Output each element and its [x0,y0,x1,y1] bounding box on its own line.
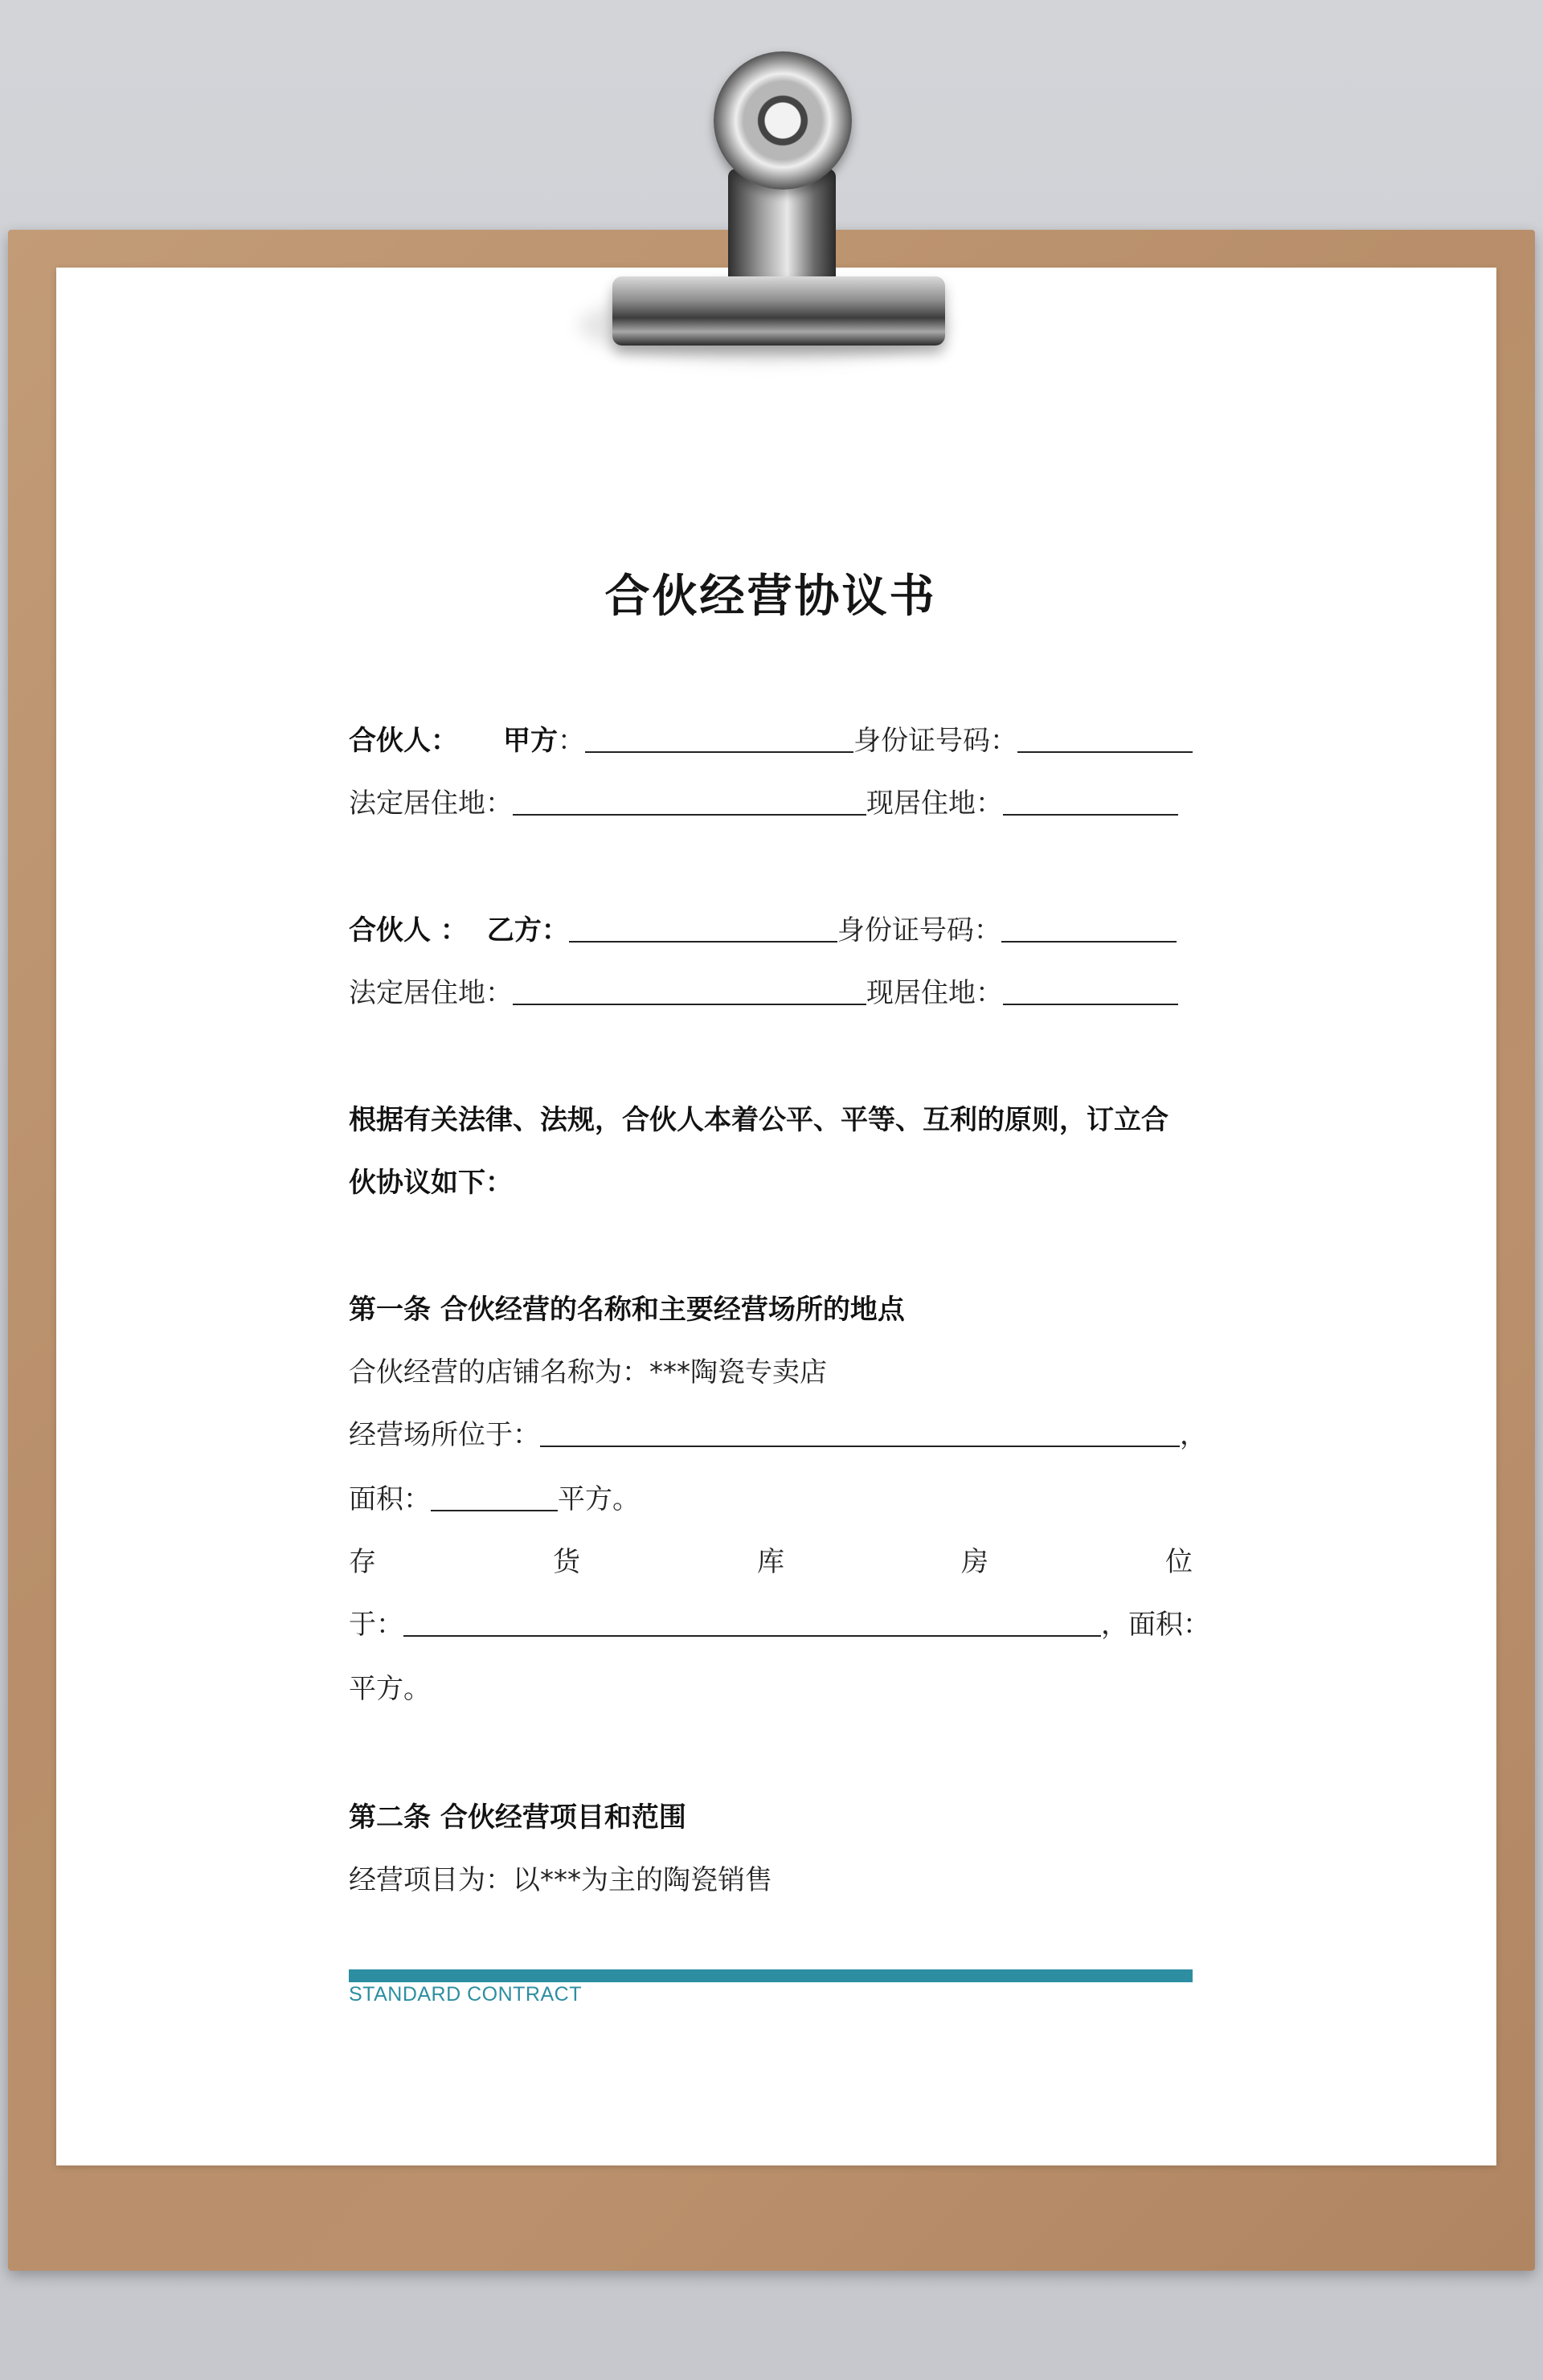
location-label: 经营场所位于： [349,1419,540,1451]
binder-clip-icon [612,276,945,346]
party-a-id-label: 身份证号码： [853,725,1017,757]
party-b-id-blank [1001,914,1177,943]
footer-label: STANDARD CONTRACT [349,1983,582,2006]
storage-char: 存 [349,1546,376,1578]
storage-blank [403,1608,1101,1637]
party-a-current-address-label: 现居住地： [866,787,1003,820]
storage-area-label: ，面积： [1101,1609,1210,1641]
party-a-line1 [349,720,1193,762]
storage-label: 于： [349,1609,403,1641]
article1-location-line [349,1414,1207,1456]
party-b-id-label: 身份证号码： [837,914,1001,947]
party-a-side-label: 甲方 [503,725,558,757]
document-title: 合伙经营协议书 [604,570,937,623]
article1-storage-line [349,1541,1193,1583]
article1-heading: 第一条 合伙经营的名称和主要经营场所的地点 [349,1294,905,1326]
party-a-colon: ： [558,725,585,757]
party-a-name-blank [585,724,853,753]
footer-rule [349,1969,1193,1982]
storage-char: 货 [553,1546,580,1578]
article2-items: 经营项目为：以***为主的陶瓷销售 [349,1864,772,1896]
party-a-legal-address-blank [513,787,866,816]
party-b-legal-address-blank [513,976,866,1005]
area-blank [431,1482,558,1511]
storage-char: 房 [961,1546,988,1578]
storage-char: 位 [1165,1546,1193,1578]
party-b-line1 [349,910,1193,951]
party-b-current-address-blank [1003,976,1178,1005]
article1-area-line [349,1478,1193,1520]
party-b-line2 [349,972,1193,1014]
party-a-partner-label: 合伙人： [349,725,458,757]
party-b-side-label: 乙方： [486,914,569,947]
storage-char: 库 [757,1546,784,1578]
party-a-line2 [349,783,1193,824]
area-label: 面积： [349,1483,431,1515]
location-end: ， [1180,1419,1207,1451]
party-a-current-address-blank [1003,787,1178,816]
article1-storage-line2 [349,1604,1210,1646]
party-b-name-blank [569,914,837,943]
preamble-line1: 根据有关法律、法规，合伙人本着公平、平等、互利的原则，订立合 [349,1104,1169,1136]
party-a-id-blank [1017,724,1193,753]
party-a-legal-address-label: 法定居住地： [349,787,513,820]
preamble-line2: 伙协议如下： [349,1167,513,1199]
article2-heading: 第二条 合伙经营项目和范围 [349,1801,686,1834]
party-b-partner-label: 合伙人 ： [349,914,468,947]
location-blank [540,1418,1180,1447]
article1-store-name: 合伙经营的店铺名称为：***陶瓷专卖店 [349,1356,827,1388]
article1-storage-unit: 平方。 [349,1673,431,1705]
area-unit: 平方。 [558,1483,640,1515]
party-b-current-address-label: 现居住地： [866,977,1003,1009]
storage-justified-text [349,1541,1193,1583]
binder-clip-ring [714,51,852,190]
party-b-legal-address-label: 法定居住地： [349,977,513,1009]
